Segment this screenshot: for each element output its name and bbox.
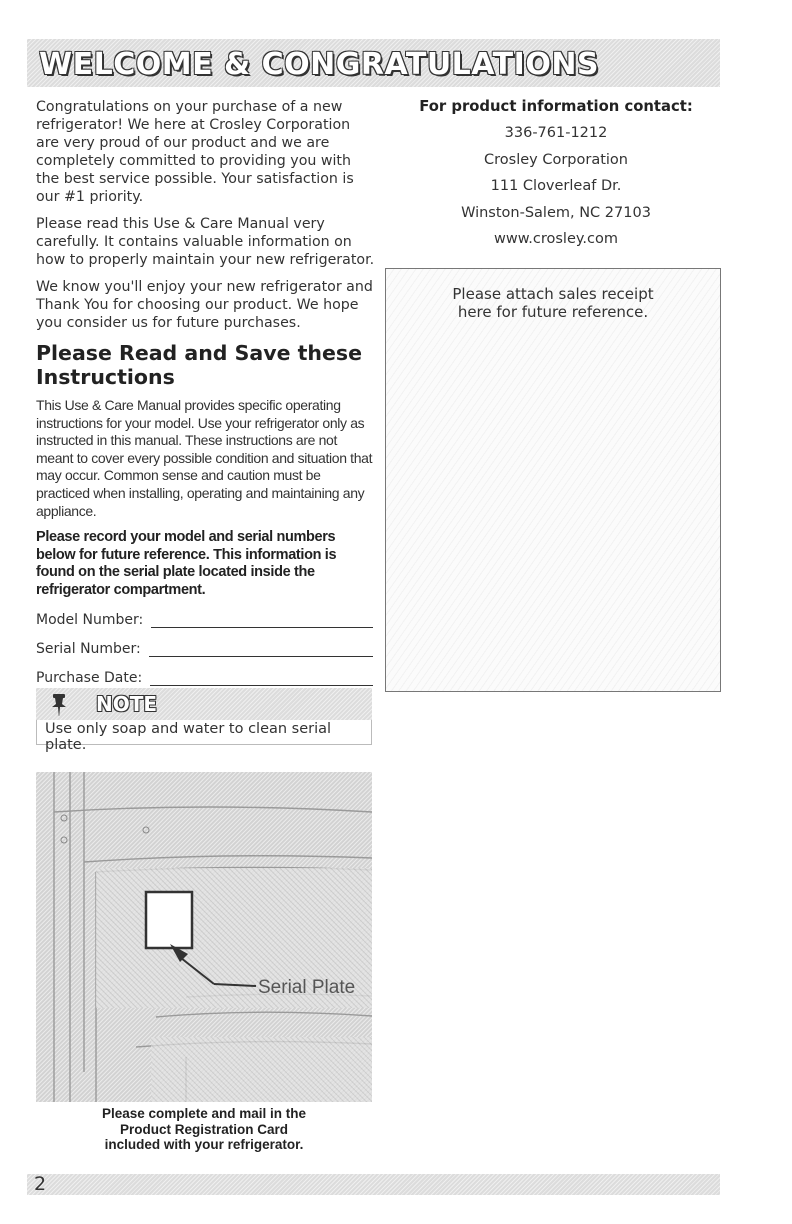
caption-line-2: Product Registration Card <box>119 1121 289 1137</box>
serial-plate-label: Serial Plate <box>258 977 356 998</box>
left-column <box>36 98 376 696</box>
caption-line-1: Please complete and mail in the <box>101 1106 307 1121</box>
contact-company: Crosley Corporation <box>484 151 628 168</box>
model-number-line <box>151 613 373 628</box>
receipt-line-2: here for future reference. <box>457 303 649 321</box>
contact-address: 111 Cloverleaf Dr. <box>490 178 622 194</box>
purchase-date-label: Purchase Date: <box>36 669 143 686</box>
instructions-body: This Use & Care Manual provides specific operating instructions for your model. Use your refrigerator only as instructed in this manual. These instructions are not meant to cover every possible condition and situation that may occur. Common sense and caution must be practiced when installing, operating and maintaining any appliance. <box>36 397 373 519</box>
caption-line-3: included with your refrigerator. <box>104 1137 304 1152</box>
receipt-instructions <box>386 285 720 321</box>
serial-plate-illustration <box>36 772 372 1102</box>
registration-caption <box>36 1106 372 1153</box>
receipt-box <box>385 268 721 692</box>
page-number: 2 <box>34 1173 47 1195</box>
purchase-date-field[interactable] <box>36 667 376 686</box>
serial-number-label: Serial Number: <box>36 640 141 657</box>
receipt-line-1: Please attach sales receipt <box>452 285 654 303</box>
model-number-label: Model Number: <box>36 611 144 628</box>
contact-title: For product information contact: <box>419 98 693 115</box>
instructions-heading: Please Read and Save these Instructions <box>36 341 363 389</box>
note-box <box>36 688 372 753</box>
page-title: WELCOME & CONGRATULATIONS <box>39 47 600 82</box>
note-header <box>36 688 372 720</box>
contact-city: Winston-Salem, NC 27103 <box>461 204 651 221</box>
pushpin-icon <box>48 693 70 717</box>
contact-block <box>388 98 724 257</box>
intro-paragraph-3: We know you'll enjoy your new refrigerator and Thank You for choosing our product. We hope you consider us for future purchases. <box>36 279 373 331</box>
serial-number-line <box>149 642 373 657</box>
serial-number-field[interactable] <box>36 638 376 657</box>
note-title: NOTE <box>96 692 158 716</box>
contact-website[interactable]: www.crosley.com <box>494 231 618 247</box>
intro-paragraph-1: Congratulations on your purchase of a new refrigerator! We here at Crosley Corporation are very proud of our product and we are completely committed to providing you with the best service possible. Your satisfaction is our #1 priority. <box>36 99 354 205</box>
contact-phone: 336-761-1212 <box>504 125 608 141</box>
note-text: Use only soap and water to clean serial plate. <box>36 720 372 745</box>
model-number-field[interactable] <box>36 609 376 628</box>
purchase-date-line <box>150 671 373 686</box>
header-banner <box>27 39 720 87</box>
record-numbers-text: Please record your model and serial numbers below for future reference. This information is found on the serial plate located inside the refrigerator compartment. <box>36 529 337 598</box>
intro-paragraph-2: Please read this Use & Care Manual very carefully. It contains valuable information on how to properly maintain your new refrigerator. <box>36 216 375 268</box>
footer-bar <box>27 1174 720 1195</box>
